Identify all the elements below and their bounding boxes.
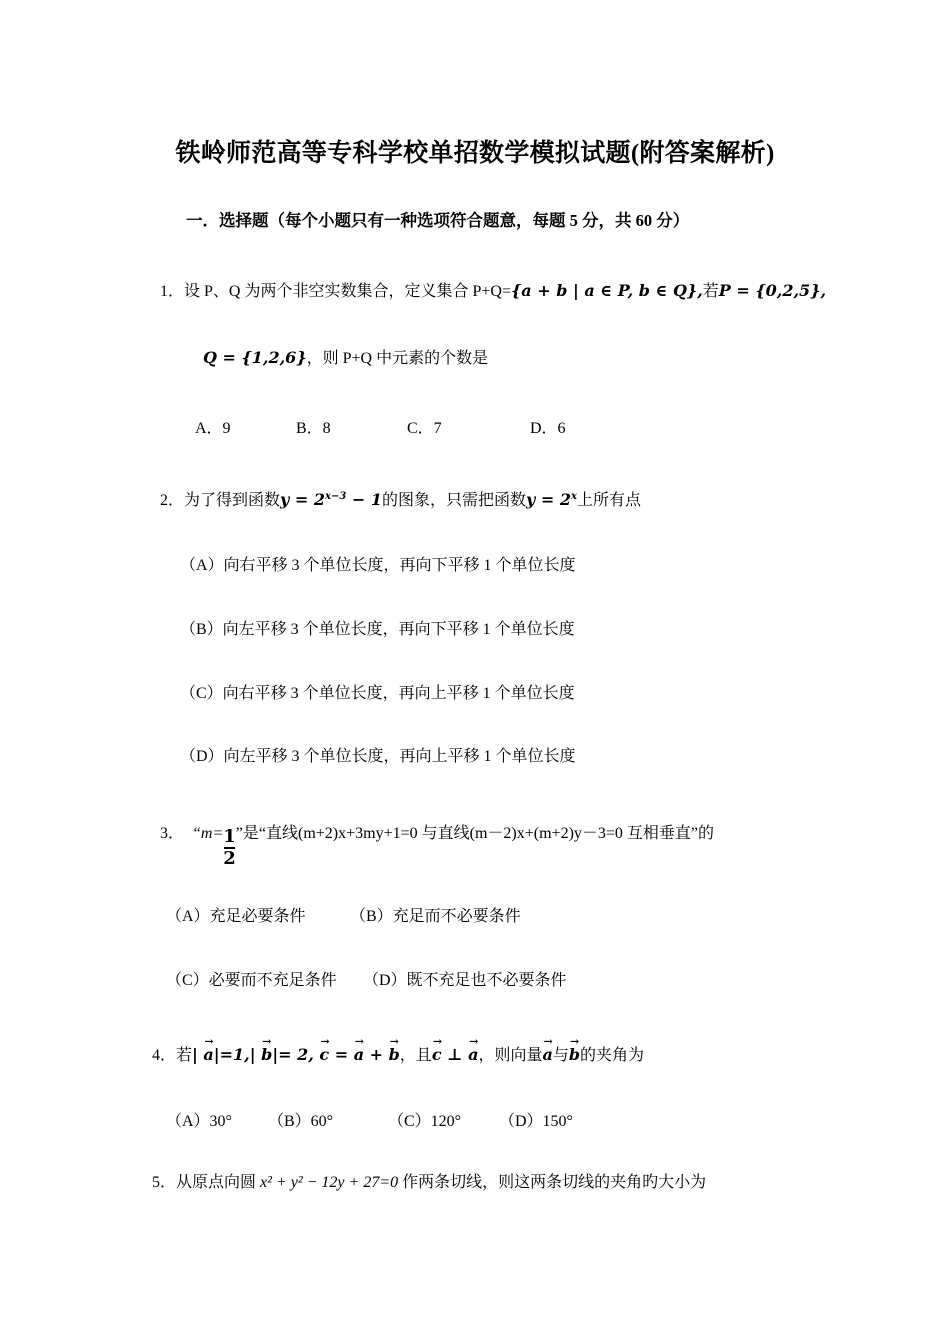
question-number: 2． — [160, 492, 185, 509]
q3-option-d: （D）既不充足也不必要条件 — [363, 972, 567, 989]
question-text: 的夹角为 — [580, 1047, 645, 1064]
q1-option-b: B．8 — [296, 420, 331, 437]
vector-a: → a — [542, 1045, 552, 1064]
question-text: 与 — [552, 1047, 569, 1064]
question-text: ，则 P+Q 中元素的个数是 — [306, 350, 489, 367]
math-function-source: $y = 2^x$ — [526, 490, 577, 509]
question-4 — [152, 1043, 644, 1068]
section-heading: 一．选择题（每个小题只有一种选项符合题意，每题 5 分，共 60 分） — [186, 211, 690, 230]
math-set-q: Q = {1,2,6} — [203, 348, 307, 367]
fraction-one-half: $\frac{1}{2}$ — [223, 826, 236, 869]
q2-option-d: （D）向左平移 3 个单位长度，再向上平移 1 个单位长度 — [180, 748, 576, 765]
math-perpendicular: → c ⊥ → a — [432, 1045, 479, 1064]
question-text: ，则向量 — [478, 1047, 543, 1064]
question-text: 若 — [702, 283, 719, 300]
q4-option-a: （A）30° — [166, 1113, 232, 1130]
math-set-definition: {a + b | a ∈ P, b ∈ Q}, — [510, 281, 703, 300]
q2-option-a: （A）向右平移 3 个单位长度，再向下平移 1 个单位长度 — [180, 557, 576, 574]
question-1 — [160, 279, 826, 304]
math-vector-conditions: | → a|=1,| → b|= 2, → c = → a + → b — [192, 1045, 400, 1064]
math-function-target: $y = 2^{x-3} - 1$ — [280, 490, 383, 509]
page-title: 铁岭师范高等专科学校单招数学模拟试题(附答案解析) — [175, 140, 775, 167]
q4-option-b: （B）60° — [268, 1113, 334, 1130]
vector-b: → b — [569, 1045, 580, 1064]
q3-option-b: （B）充足而不必要条件 — [350, 908, 521, 925]
q2-option-b: （B）向左平移 3 个单位长度，再向下平移 1 个单位长度 — [180, 621, 575, 638]
q4-option-d: （D）150° — [499, 1113, 573, 1130]
question-number: 4． — [152, 1047, 177, 1064]
q1-option-d: D．6 — [530, 420, 566, 437]
q1-option-c: C．7 — [407, 420, 442, 437]
math-set-p: P = {0,2,5}, — [718, 281, 827, 300]
q2-option-c: （C）向右平移 3 个单位长度，再向上平移 1 个单位长度 — [180, 685, 575, 702]
question-text: 若 — [176, 1047, 193, 1064]
question-number: 5． — [152, 1174, 177, 1191]
q1-option-a: A．9 — [195, 420, 231, 437]
question-text: 为了得到函数 — [184, 492, 281, 509]
question-1-line-2 — [203, 346, 488, 371]
question-text: 的图象，只需把函数 — [382, 492, 527, 509]
question-text: 上所有点 — [576, 492, 641, 509]
question-text: 作两条切线，则这两条切线的夹角旳大小为 — [398, 1174, 707, 1191]
question-text: ”是“直线(m+2)x+3my+1=0 与直线(m－2)x+(m+2)y－3=0 互相垂直”的 — [235, 825, 715, 842]
question-text: ，且 — [399, 1047, 432, 1064]
question-text: 从原点向圆 — [176, 1174, 261, 1191]
question-text: “m= — [192, 825, 224, 842]
q4-option-c: （C）120° — [388, 1113, 462, 1130]
circle-equation: x² + y² − 12y + 27=0 — [260, 1174, 399, 1191]
question-number: 1． — [160, 283, 185, 300]
q3-option-c: （C）必要而不充足条件 — [166, 972, 337, 989]
question-text: 设 P、Q 为两个非空实数集合，定义集合 P+Q= — [184, 283, 511, 300]
question-number: 3． — [160, 825, 185, 842]
question-3 — [160, 822, 714, 869]
question-5 — [152, 1171, 706, 1195]
q3-option-a: （A）充足必要条件 — [166, 908, 306, 925]
question-2 — [160, 485, 641, 513]
